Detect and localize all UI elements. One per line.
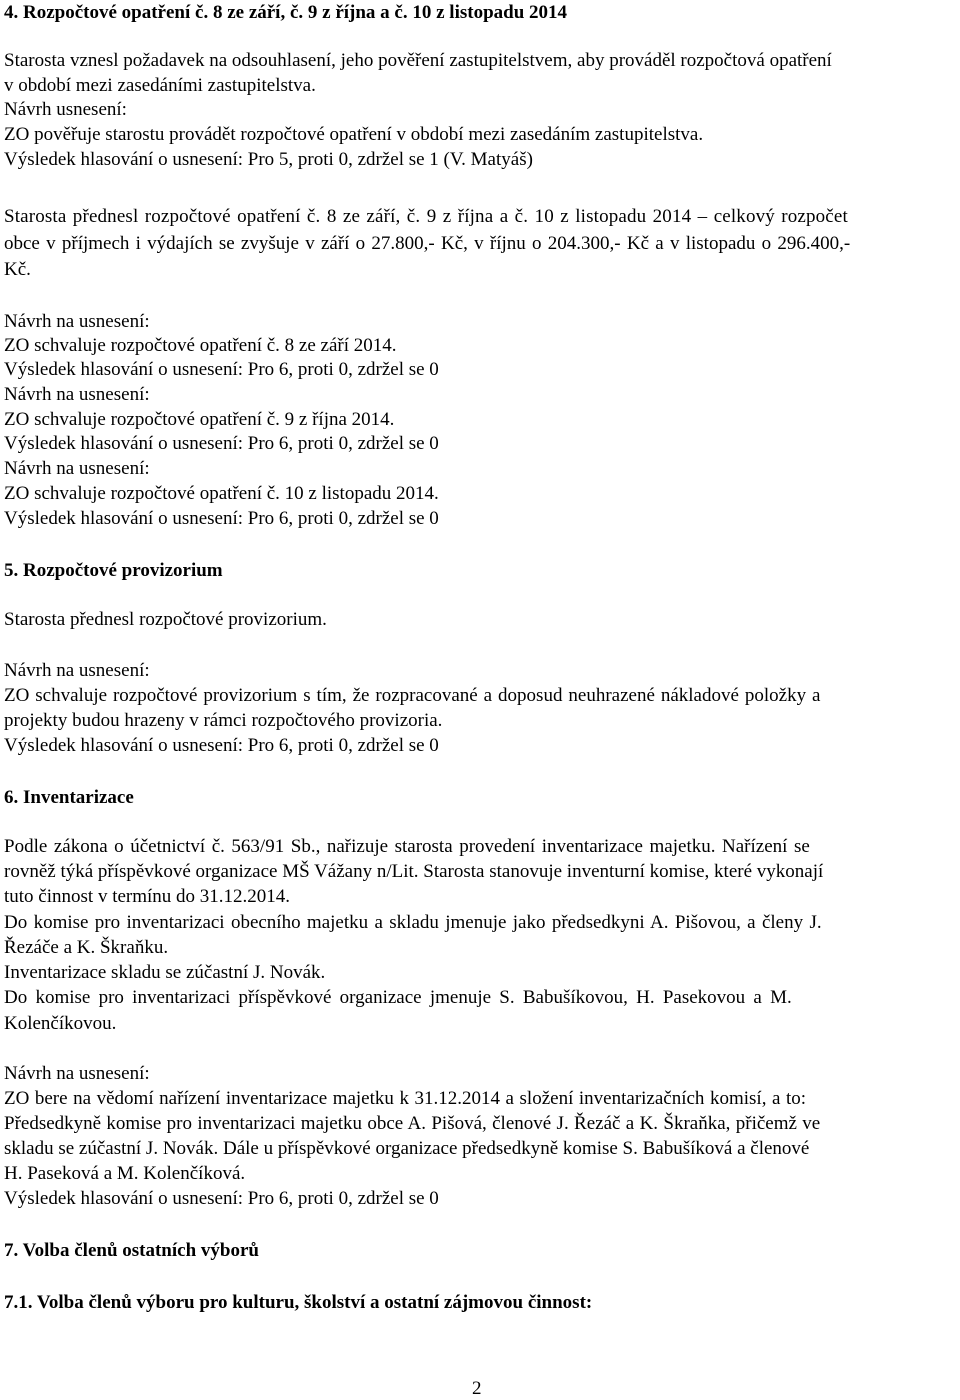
vote-result: Výsledek hlasování o usnesení: Pro 6, proti 0, zdržel se 0 xyxy=(4,433,439,454)
resolution-text: ZO schvaluje rozpočtové opatření č. 8 ze září 2014. xyxy=(4,335,397,356)
resolution-text: H. Paseková a M. Kolenčíková. xyxy=(4,1163,246,1184)
paragraph-line: rovněž týká příspěvkové organizace MŠ Vážany n/Lit. Starosta stanovuje inventurní komise, které vykonají xyxy=(4,861,824,882)
paragraph-line: Kolenčíkovou. xyxy=(4,1013,117,1034)
paragraph-line: Do komise pro inventarizaci obecního majetku a skladu jmenuje jako předsedkyni A. Pišovou, a členy J. xyxy=(4,912,822,933)
paragraph-line: v období mezi zasedáními zastupitelstva. xyxy=(4,75,316,96)
resolution-proposal-label: Návrh na usnesení: xyxy=(4,311,150,332)
resolution-proposal-label: Návrh na usnesení: xyxy=(4,384,150,405)
resolution-text: Předsedkyně komise pro inventarizaci majetku obce A. Pišová, členové J. Řezáč a K. Škraňka, přičemž ve xyxy=(4,1113,821,1134)
section-4-heading: 4. Rozpočtové opatření č. 8 ze září, č. 9 z října a č. 10 z listopadu 2014 xyxy=(4,2,568,23)
paragraph-line: Řezáče a K. Škraňku. xyxy=(4,937,169,958)
resolution-text: ZO schvaluje rozpočtové provizorium s tím, že rozpracované a doposud neuhrazené nákladové položky a xyxy=(4,685,821,706)
vote-result: Výsledek hlasování o usnesení: Pro 6, proti 0, zdržel se 0 xyxy=(4,508,439,529)
paragraph-line: Do komise pro inventarizaci příspěvkové organizace jmenuje S. Babušíkovou, H. Pasekovou a M. xyxy=(4,987,792,1008)
paragraph-line: Kč. xyxy=(4,259,31,280)
paragraph-line: Inventarizace skladu se zúčastní J. Novák. xyxy=(4,962,326,983)
section-6-heading: 6. Inventarizace xyxy=(4,787,134,808)
resolution-proposal-label: Návrh na usnesení: xyxy=(4,458,150,479)
resolution-text: ZO schvaluje rozpočtové opatření č. 10 z listopadu 2014. xyxy=(4,483,439,504)
resolution-text: ZO pověřuje starostu provádět rozpočtové opatření v období mezi zasedáním zastupitelstva. xyxy=(4,124,704,145)
paragraph-line: obce v příjmech i výdajích se zvyšuje v září o 27.800,- Kč, v říjnu o 204.300,- Kč a v listopadu o 296.400,- xyxy=(4,233,851,254)
resolution-text: ZO schvaluje rozpočtové opatření č. 9 z října 2014. xyxy=(4,409,395,430)
resolution-text: ZO bere na vědomí nařízení inventarizace majetku k 31.12.2014 a složení inventarizačních komisí, a to: xyxy=(4,1088,807,1109)
vote-result: Výsledek hlasování o usnesení: Pro 5, proti 0, zdržel se 1 (V. Matyáš) xyxy=(4,149,533,170)
resolution-proposal-label: Návrh na usnesení: xyxy=(4,1063,150,1084)
resolution-text: skladu se zúčastní J. Novák. Dále u příspěvkové organizace předsedkyně komise S. Babušíková a členové xyxy=(4,1138,810,1159)
section-7-heading: 7. Volba členů ostatních výborů xyxy=(4,1240,259,1261)
vote-result: Výsledek hlasování o usnesení: Pro 6, proti 0, zdržel se 0 xyxy=(4,1188,439,1209)
page-number: 2 xyxy=(472,1378,482,1399)
resolution-text: projekty budou hrazeny v rámci rozpočtového provizoria. xyxy=(4,710,443,731)
vote-result: Výsledek hlasování o usnesení: Pro 6, proti 0, zdržel se 0 xyxy=(4,735,439,756)
resolution-proposal-label: Návrh usnesení: xyxy=(4,99,127,120)
paragraph-line: Starosta přednesl rozpočtové opatření č. 8 ze září, č. 9 z října a č. 10 z listopadu 2014 – celkový rozpočet xyxy=(4,206,848,227)
paragraph-line: Podle zákona o účetnictví č. 563/91 Sb., nařizuje starosta provedení inventarizace majetku. Nařízení se xyxy=(4,836,810,857)
vote-result: Výsledek hlasování o usnesení: Pro 6, proti 0, zdržel se 0 xyxy=(4,359,439,380)
paragraph-line: Starosta přednesl rozpočtové provizorium. xyxy=(4,609,327,630)
paragraph-line: tuto činnost v termínu do 31.12.2014. xyxy=(4,886,291,907)
paragraph-line: Starosta vznesl požadavek na odsouhlasení, jeho pověření zastupitelstvem, aby prováděl rozpočtová opatření xyxy=(4,50,832,71)
subsection-7-1-heading: 7.1. Volba členů výboru pro kulturu, školství a ostatní zájmovou činnost: xyxy=(4,1292,593,1313)
section-5-heading: 5. Rozpočtové provizorium xyxy=(4,560,223,581)
resolution-proposal-label: Návrh na usnesení: xyxy=(4,660,150,681)
